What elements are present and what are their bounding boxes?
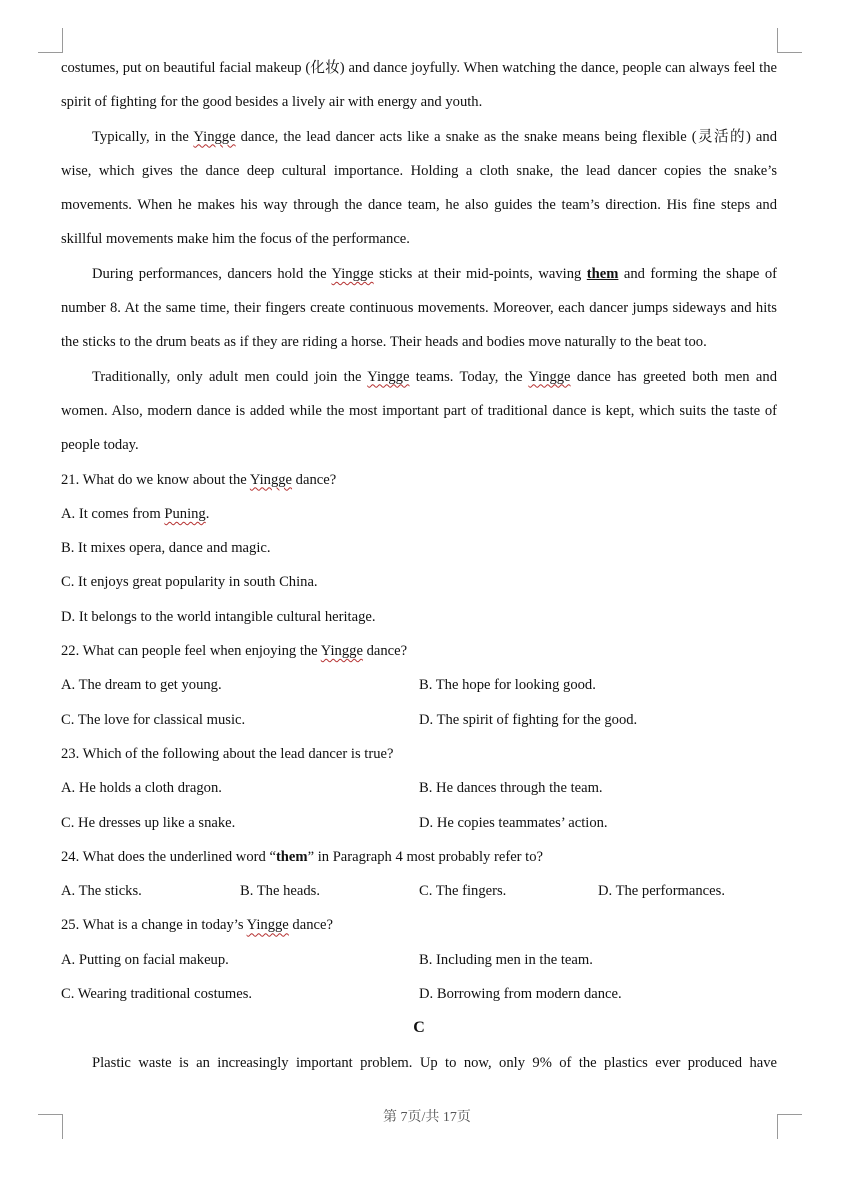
paragraph-text: Traditionally, only adult men could join the	[92, 368, 368, 385]
q25-options-row-2	[61, 977, 777, 1011]
page-content	[61, 51, 777, 1080]
question-21-stem	[61, 463, 777, 497]
q24-option-d: D. The performances.	[598, 883, 725, 900]
yingge-term: Yingge	[246, 917, 289, 934]
yingge-term: Yingge	[320, 643, 363, 660]
q24-option-c: C. The fingers.	[419, 883, 507, 900]
q22-option-a: A. The dream to get young.	[61, 677, 222, 694]
q25-option-a: A. Putting on facial makeup.	[61, 951, 229, 968]
paragraph-text: Typically, in the	[92, 128, 194, 145]
yingge-term: Yingge	[193, 128, 236, 145]
q22-options-row-1	[61, 668, 777, 702]
question-22-stem	[61, 634, 777, 668]
q24-option-a: A. The sticks.	[61, 883, 142, 900]
q23-option-b: B. He dances through the team.	[419, 780, 603, 797]
question-text: 22. What can people feel when enjoying the	[61, 643, 321, 660]
question-text: dance?	[292, 471, 337, 488]
paragraph-text: sticks at their mid-points, waving	[373, 265, 587, 282]
q21-option-c: C. It enjoys great popularity in south China.	[61, 574, 318, 591]
q21-option-d: D. It belongs to the world intangible cultural heritage.	[61, 608, 376, 625]
paragraph-2	[61, 120, 777, 257]
q23-options-row-1	[61, 771, 777, 805]
question-24-stem	[61, 840, 777, 874]
q21-option-b: B. It mixes opera, dance and magic.	[61, 540, 271, 557]
q25-option-d: D. Borrowing from modern dance.	[419, 986, 622, 1003]
option-text: .	[205, 505, 210, 522]
question-text: 21. What do we know about the	[61, 471, 250, 488]
paragraph-text: teams. Today, the	[409, 368, 529, 385]
puning-term: Puning	[164, 505, 206, 522]
yingge-term: Yingge	[528, 368, 571, 385]
q22-option-c: C. The love for classical music.	[61, 711, 246, 728]
question-text: dance?	[288, 917, 333, 934]
q22-option-d: D. The spirit of fighting for the good.	[419, 711, 638, 728]
paragraph-3	[61, 257, 777, 360]
underlined-word-them: them	[586, 265, 619, 282]
q25-option-c: C. Wearing traditional costumes.	[61, 986, 253, 1003]
paragraph-text: and forming the shape of number 8. At the same time, their fingers create continuous movements. Moreover, each dancer jumps sideways and hits the sticks to the drum beats as if they are riding a horse. Their heads and bodies move naturally to the beat too.	[61, 265, 777, 351]
q25-option-b: B. Including men in the team.	[419, 951, 593, 968]
q24-option-b: B. The heads.	[240, 883, 320, 900]
page-number-footer: 第 7页/共 17页	[383, 1110, 471, 1125]
paragraph-1-continued	[61, 51, 777, 120]
q24-options-row	[61, 874, 777, 908]
crop-mark-top-right	[777, 28, 802, 53]
q23-option-c: C. He dresses up like a snake.	[61, 814, 236, 831]
yingge-term: Yingge	[249, 471, 293, 488]
paragraph-text: dance has greeted both men and women. Also, modern dance is added while the most important part of traditional dance is kept, which suits the taste of people today.	[61, 368, 777, 454]
paragraph-4	[61, 360, 777, 463]
quoted-word-them: them	[275, 848, 308, 865]
question-text: ” in Paragraph 4 most probably refer to?	[307, 848, 544, 865]
question-text: 25. What is a change in today’s	[61, 917, 247, 934]
q23-option-a: A. He holds a cloth dragon.	[61, 780, 222, 797]
q23-options-row-2	[61, 806, 777, 840]
question-23-stem: 23. Which of the following about the lead dancer is true?	[61, 745, 394, 762]
q25-options-row-1	[61, 943, 777, 977]
crop-mark-top-left	[38, 28, 63, 53]
q21-option-a	[61, 497, 777, 531]
question-25-stem	[61, 908, 777, 942]
paragraph-text: costumes, put on beautiful facial makeup (化妆) and dance joyfully. When watching the dance, people can always feel the spirit of fighting for the good besides a lively air with energy and youth.	[61, 60, 777, 111]
q22-option-b: B. The hope for looking good.	[419, 677, 596, 694]
q23-option-d: D. He copies teammates’ action.	[419, 814, 608, 831]
yingge-term: Yingge	[367, 368, 410, 385]
paragraph-text: dance, the lead dancer acts like a snake as the snake means being flexible (灵活的) and wise, which gives the dance deep cultural importance. Holding a cloth snake, the lead dancer copies the snake’s movements. When he makes his way through the dance team, he also guides the team’s direction. His fine steps and skillful movements make him the focus of the performance.	[61, 128, 777, 248]
section-c-intro: Plastic waste is an increasingly important problem. Up to now, only 9% of the plastics ever produced have	[92, 1054, 777, 1071]
section-c-heading: C	[413, 1019, 425, 1037]
q22-options-row-2	[61, 703, 777, 737]
question-text: dance?	[362, 643, 408, 660]
paragraph-text: During performances, dancers hold the	[92, 265, 332, 282]
yingge-term: Yingge	[331, 265, 374, 282]
question-text: 24. What does the underlined word “	[61, 848, 276, 865]
option-text: A. It comes from	[61, 505, 165, 522]
